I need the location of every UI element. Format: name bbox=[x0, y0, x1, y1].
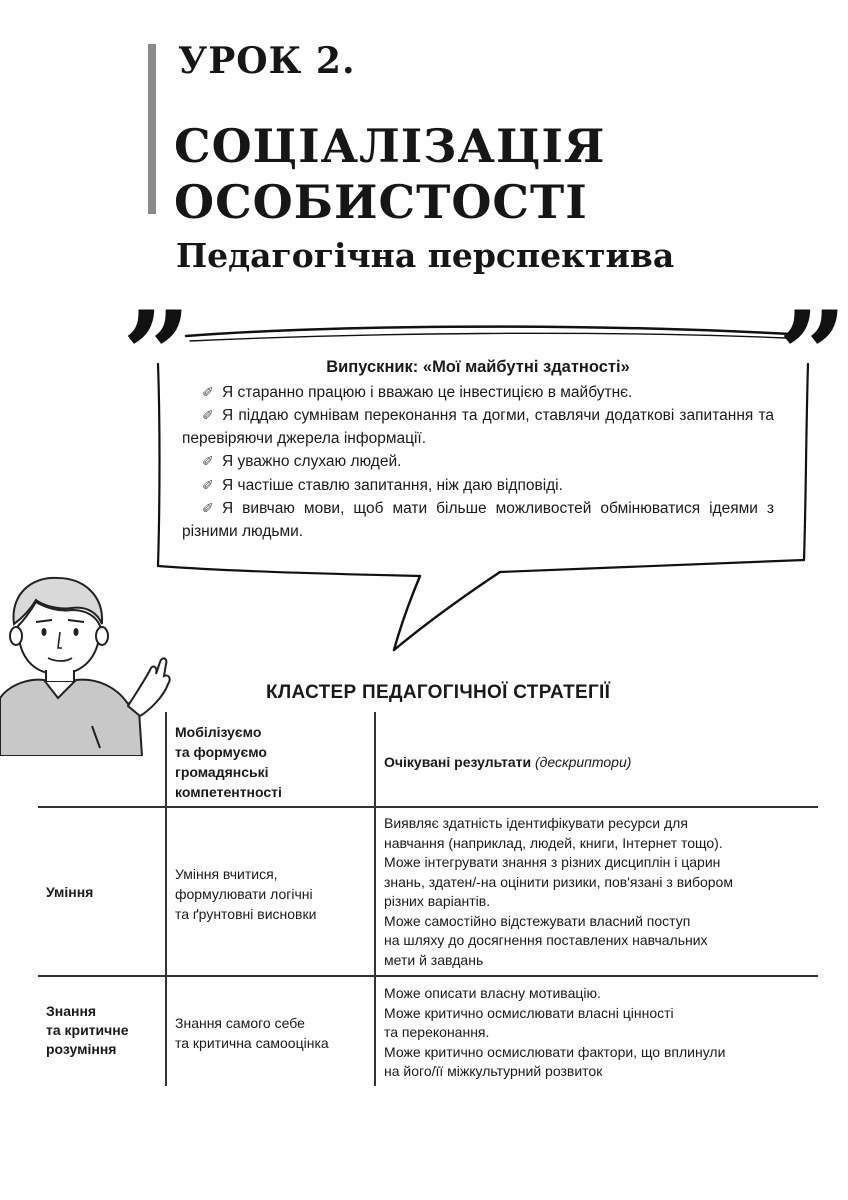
result-line: Може інтегрувати знання з різних дисциплін і царин bbox=[384, 854, 721, 870]
table-header-results bbox=[384, 752, 814, 772]
row-label-line: Знання bbox=[46, 1003, 97, 1019]
quote-item-text: Я частіше ставлю запитання, ніж даю відповіді. bbox=[222, 476, 563, 494]
check-pencil-icon: ✐ bbox=[202, 476, 214, 493]
quote-item bbox=[182, 404, 774, 450]
quote-item-text: Я вивчаю мови, щоб мати більше можливостей обмінюватися ідеями з різними людьми. bbox=[182, 500, 774, 540]
quote-item-text: Я уважно слухаю людей. bbox=[222, 453, 402, 470]
table-row-label bbox=[46, 1002, 161, 1059]
quote-open-icon: ” bbox=[122, 285, 192, 426]
result-line: Може критично осмислювати власні цінності bbox=[384, 1004, 674, 1021]
table-column-divider bbox=[165, 712, 167, 1086]
result-line: знань, здатен/-на оцінити ризики, пов'язані з вибором bbox=[384, 873, 733, 890]
table-row-competence bbox=[175, 864, 370, 924]
result-line: мети й завдань bbox=[384, 951, 484, 968]
table-row-competence bbox=[175, 1013, 370, 1053]
quote-item-text: Я старанно працюю і вважаю це інвестицією в майбутнє. bbox=[222, 383, 633, 401]
header-line: Мобілізуємо bbox=[175, 724, 262, 740]
result-line: на його/її міжкультурний розвиток bbox=[384, 1063, 603, 1079]
graduate-quote bbox=[182, 356, 774, 543]
header-results-label: Очікувані результати bbox=[384, 754, 532, 770]
table-row-results bbox=[384, 984, 816, 1082]
result-line: та переконання. bbox=[384, 1024, 490, 1040]
check-pencil-icon: ✐ bbox=[202, 500, 214, 516]
competence-line: Знання самого себе bbox=[175, 1015, 305, 1031]
result-line: на шляху до досягнення поставлених навчальних bbox=[384, 932, 708, 948]
quote-close-icon: ” bbox=[778, 285, 848, 426]
header-line: та формуємо bbox=[175, 744, 267, 760]
competence-line: формулювати логічні bbox=[175, 886, 313, 902]
row-label-line: розуміння bbox=[46, 1041, 117, 1057]
competence-line: та критична самооцінка bbox=[175, 1035, 329, 1051]
check-pencil-icon: ✐ bbox=[202, 383, 214, 400]
result-line: Може критично осмислювати фактори, що вплинули bbox=[384, 1043, 726, 1060]
check-pencil-icon: ✐ bbox=[202, 453, 214, 469]
competence-line: Уміння вчитися, bbox=[175, 866, 278, 882]
table-header-competences bbox=[175, 722, 365, 802]
table-column-divider bbox=[374, 712, 376, 1086]
cluster-title: КЛАСТЕР ПЕДАГОГІЧНОЇ СТРАТЕГІЇ bbox=[266, 682, 611, 703]
table-row-results bbox=[384, 814, 816, 970]
result-line: Може описати власну мотивацію. bbox=[384, 985, 601, 1001]
quote-item-text: Я піддаю сумнівам переконання та догми, ставлячи додаткові запитання та перевіряючи джерела інформації. bbox=[182, 407, 774, 447]
table-row-label bbox=[46, 882, 161, 902]
lesson-title-line: ОСОБИСТОСТІ bbox=[174, 175, 588, 229]
lesson-number: УРОК 2. bbox=[178, 40, 356, 82]
result-line: різних варіантів. bbox=[384, 893, 491, 909]
row-label-line: Уміння bbox=[46, 884, 94, 900]
quote-heading: Випускник: «Мої майбутні здатності» bbox=[326, 358, 630, 376]
quote-item bbox=[182, 450, 774, 474]
section-subtitle: Педагогічна перспектива bbox=[176, 236, 675, 275]
table-row-divider bbox=[38, 806, 818, 808]
teacher-illustration bbox=[0, 566, 190, 756]
check-pencil-icon: ✐ bbox=[202, 407, 214, 423]
quote-item bbox=[182, 381, 774, 405]
result-line: Може самостійно відстежувати власний поступ bbox=[384, 912, 691, 929]
header-line: громадянські bbox=[175, 764, 269, 780]
table-row-divider bbox=[38, 975, 818, 977]
quote-item bbox=[182, 497, 774, 543]
row-label-line: та критичне bbox=[46, 1022, 129, 1038]
result-line: Виявляє здатність ідентифікувати ресурси для bbox=[384, 815, 688, 831]
competence-line: та ґрунтовні висновки bbox=[175, 906, 317, 922]
quote-item bbox=[182, 474, 774, 498]
result-line: навчання (наприклад, людей, книги, Інтернет тощо). bbox=[384, 834, 723, 851]
header-line: компетентності bbox=[175, 784, 282, 800]
lesson-title-line: СОЦІАЛІЗАЦІЯ bbox=[174, 119, 606, 173]
header-results-note: (дескриптори) bbox=[534, 754, 632, 770]
